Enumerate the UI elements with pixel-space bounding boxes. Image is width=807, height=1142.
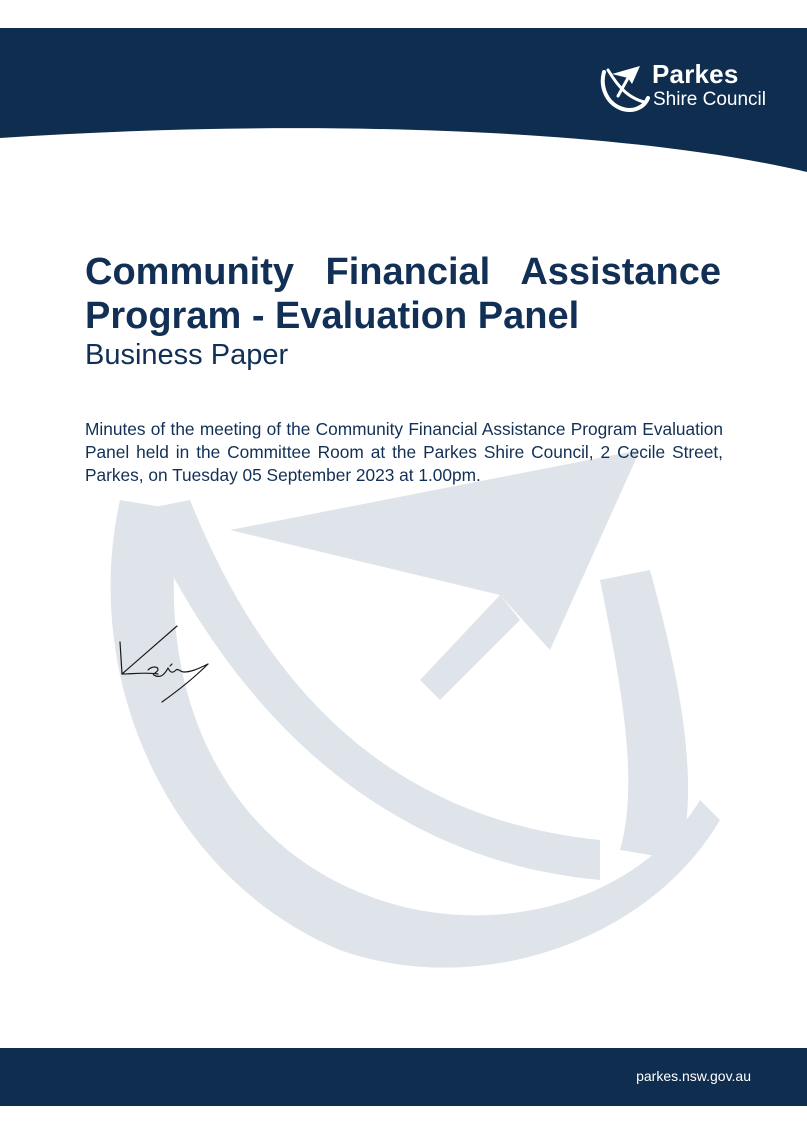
brand-name: Parkes — [652, 59, 739, 89]
council-logo — [598, 59, 778, 118]
document-subtitle: Business Paper — [85, 339, 289, 371]
signature-image — [112, 622, 232, 712]
satellite-dish-icon — [598, 62, 650, 114]
document-title: Community Financial Assistance Program - Evaluation Panel — [85, 251, 721, 337]
footer-website-link[interactable]: parkes.nsw.gov.au — [636, 1068, 751, 1084]
footer-band — [0, 1048, 807, 1106]
minutes-paragraph: Minutes of the meeting of the Community Financial Assistance Program Evaluation Panel held in the Committee Room at the Parkes Shire Council, 2 Cecile Street, Parkes, on Tuesday 05 September 2023 at 1.00pm. — [85, 419, 723, 485]
brand-subtitle: Shire Council — [653, 89, 766, 110]
